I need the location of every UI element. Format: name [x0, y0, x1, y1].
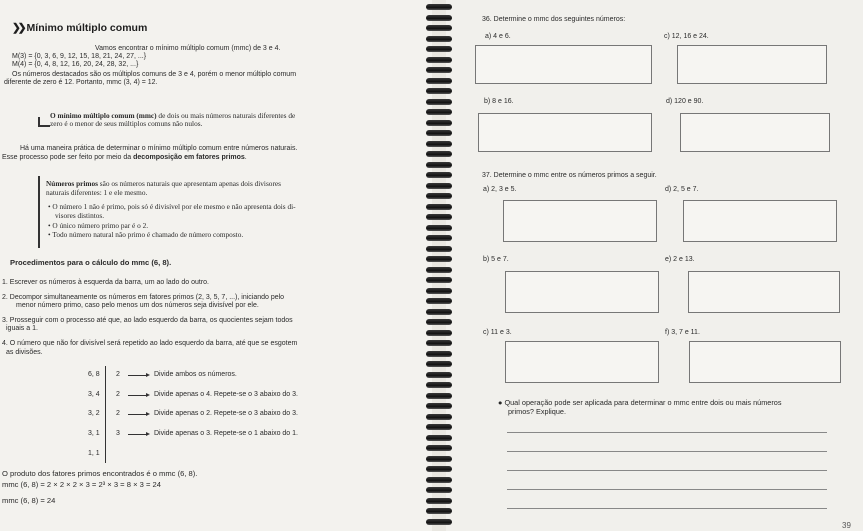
spiral-coil: [426, 372, 452, 378]
conclusion-result: mmc (6, 8) = 24: [2, 496, 56, 505]
procedure-step: 3. Prosseguir com o processo até que, ao lado esquerdo da barra, os quocientes sejam todos: [2, 317, 293, 324]
question-item: b) 5 e 7.: [483, 256, 509, 263]
spiral-coil: [426, 351, 452, 357]
answer-line[interactable]: [507, 508, 827, 509]
spiral-coil: [426, 235, 452, 241]
spiral-coil: [426, 445, 452, 451]
spiral-coil: [426, 393, 452, 399]
spiral-coil: [426, 25, 452, 31]
spiral-coil: [426, 99, 452, 105]
answer-line[interactable]: [507, 451, 827, 452]
intro-line: Vamos encontrar o mínimo múltiplo comum (mmc) de 3 e 4.: [95, 45, 281, 52]
spiral-coil: [426, 15, 452, 21]
primes-definition: naturais diferentes: 1 e ele mesmo.: [46, 188, 148, 197]
answer-line[interactable]: [507, 432, 827, 433]
answer-box-36c[interactable]: [677, 45, 827, 84]
section-title: ❯❯ Mínimo múltiplo comum: [12, 22, 148, 34]
table-row-note: Divide apenas o 2. Repete-se o 3 abaixo do 3.: [154, 410, 298, 417]
question-item: c) 11 e 3.: [483, 329, 512, 336]
table-row-divisor: 2: [116, 410, 120, 417]
table-row-divisor: 2: [116, 371, 120, 378]
question-item: a) 4 e 6.: [485, 33, 511, 40]
answer-box-37d[interactable]: [683, 200, 837, 242]
conclusion-formula: mmc (6, 8) = 2 × 2 × 2 × 3 = 2³ × 3 = 8 × 3 = 24: [2, 480, 161, 489]
procedure-step: iguais a 1.: [6, 325, 38, 332]
answer-line[interactable]: [507, 489, 827, 490]
spiral-coil: [426, 120, 452, 126]
spiral-coil: [426, 78, 452, 84]
table-row-divisor: 2: [116, 391, 120, 398]
procedure-step: 4. O número que não for divisível será repetido ao lado esquerdo da barra, até que se esgotem: [2, 340, 298, 347]
procedure-title: Procedimentos para o cálculo do mmc (6, 8).: [10, 258, 172, 267]
multiples-of-3: M(3) = {0, 3, 6, 9, 12, 15, 18, 21, 24, 27, ...}: [12, 53, 147, 60]
answer-box-37b[interactable]: [505, 271, 659, 313]
table-row-left: 3, 2: [88, 410, 100, 417]
definition-text: zero é o menor de seus múltiplos comuns não nulos.: [50, 119, 203, 128]
spiral-coil: [426, 162, 452, 168]
spiral-coil: [426, 277, 452, 283]
spiral-coil: [426, 508, 452, 514]
intro-line: Os números destacados são os múltiplos comuns de 3 e 4, porém o menor múltiplo comum: [12, 71, 297, 78]
answer-line[interactable]: [507, 470, 827, 471]
bullet-icon: ●: [498, 398, 503, 407]
spiral-coil: [426, 256, 452, 262]
spiral-coil: [426, 141, 452, 147]
list-item: visores distintos.: [55, 211, 105, 220]
spiral-coil: [426, 382, 452, 388]
table-row-note: Divide apenas o 3. Repete-se o 1 abaixo do 1.: [154, 430, 298, 437]
multiples-of-4: M(4) = {0, 4, 8, 12, 16, 20, 24, 28, 32, ...}: [12, 61, 139, 68]
table-row-left: 1, 1: [88, 450, 100, 457]
question-item: f) 3, 7 e 11.: [665, 329, 700, 336]
division-bar: [105, 366, 106, 463]
primes-bar: [38, 176, 40, 248]
intro-conclusion: diferente de zero é 12. Portanto, mmc (3, 4) = 12.: [4, 79, 158, 86]
spiral-coil: [426, 319, 452, 325]
procedure-step: 1. Escrever os números à esquerda da barra, um ao lado do outro.: [2, 279, 210, 286]
spiral-coil: [426, 109, 452, 115]
procedure-step: as divisões.: [6, 349, 43, 356]
spiral-binding: [424, 0, 452, 531]
answer-box-37f[interactable]: [689, 341, 841, 383]
spiral-coil: [426, 361, 452, 367]
spiral-coil: [426, 435, 452, 441]
spiral-coil: [426, 424, 452, 430]
answer-box-37e[interactable]: [688, 271, 840, 313]
spiral-coil: [426, 57, 452, 63]
question-item: d) 2, 5 e 7.: [665, 186, 699, 193]
question-38: primos? Explique.: [508, 407, 566, 416]
procedure-step: 2. Decompor simultaneamente os números em fatores primos (2, 3, 5, 7, ...), iniciando pelo: [2, 294, 285, 301]
spiral-coil: [426, 225, 452, 231]
answer-box-36b[interactable]: [478, 113, 652, 152]
answer-box-37a[interactable]: [503, 200, 657, 242]
question-item: a) 2, 3 e 5.: [483, 186, 517, 193]
spiral-coil: [426, 214, 452, 220]
spiral-coil: [426, 130, 452, 136]
spiral-coil: [426, 67, 452, 73]
question-item: c) 12, 16 e 24.: [664, 33, 709, 40]
spiral-coil: [426, 403, 452, 409]
arrow-icon: [128, 434, 148, 435]
table-row-left: 6, 8: [88, 371, 100, 378]
spiral-coil: [426, 193, 452, 199]
list-item: • Todo número natural não primo é chamado de número composto.: [48, 230, 244, 239]
arrow-icon: [128, 414, 148, 415]
question-item: d) 120 e 90.: [666, 98, 704, 105]
spiral-coil: [426, 204, 452, 210]
spiral-coil: [426, 288, 452, 294]
question-item: b) 8 e 16.: [484, 98, 514, 105]
spiral-coil: [426, 340, 452, 346]
spiral-coil: [426, 46, 452, 52]
arrow-icon: [128, 375, 148, 376]
spiral-coil: [426, 183, 452, 189]
spiral-coil: [426, 246, 452, 252]
spiral-coil: [426, 519, 452, 525]
question-38: ● Qual operação pode ser aplicada para determinar o mmc entre dois ou mais números: [498, 398, 782, 407]
spiral-coil: [426, 309, 452, 315]
table-row-divisor: 3: [116, 430, 120, 437]
spiral-coil: [426, 487, 452, 493]
table-row-note: Divide apenas o 4. Repete-se o 3 abaixo do 3.: [154, 391, 298, 398]
conclusion-text: O produto dos fatores primos encontrados é o mmc (6, 8).: [2, 469, 198, 478]
list-item: • O número 1 não é primo, pois só é divisível por ele mesmo e não apresenta dois di-: [48, 202, 296, 211]
page-number: 39: [842, 521, 851, 530]
spiral-coil: [426, 36, 452, 42]
double-chevron-icon: ❯❯: [12, 22, 24, 34]
arrow-icon: [128, 395, 148, 396]
primes-definition: Números primos são os números naturais que apresentam apenas dois divisores: [46, 179, 281, 188]
answer-box-37c[interactable]: [505, 341, 659, 383]
spiral-coil: [426, 456, 452, 462]
spiral-coil: [426, 4, 452, 10]
spiral-coil: [426, 414, 452, 420]
question-36: 36. Determine o mmc dos seguintes números:: [482, 16, 626, 23]
table-row-note: Divide ambos os números.: [154, 371, 237, 378]
spiral-coil: [426, 466, 452, 472]
question-item: e) 2 e 13.: [665, 256, 695, 263]
spiral-coil: [426, 330, 452, 336]
procedure-step: menor número primo, caso pelo menos um dos números seja divisível por ele.: [16, 302, 259, 309]
answer-box-36d[interactable]: [680, 113, 830, 152]
spiral-coil: [426, 172, 452, 178]
method-text: Esse processo pode ser feito por meio da decomposição em fatores primos.: [2, 154, 247, 161]
spiral-coil: [426, 298, 452, 304]
definition-text: O mínimo múltiplo comum (mmc) de dois ou mais números naturais diferentes de: [50, 111, 296, 120]
question-37: 37. Determine o mmc entre os números primos a seguir.: [482, 172, 657, 179]
table-row-left: 3, 4: [88, 391, 100, 398]
spiral-coil: [426, 267, 452, 273]
spiral-coil: [426, 477, 452, 483]
table-row-left: 3, 1: [88, 430, 100, 437]
spiral-coil: [426, 498, 452, 504]
spiral-coil: [426, 88, 452, 94]
spiral-coil: [426, 151, 452, 157]
method-text: Há uma maneira prática de determinar o mínimo múltiplo comum entre números naturais.: [20, 145, 298, 152]
answer-box-36a[interactable]: [475, 45, 652, 84]
list-item: • O único número primo par é o 2.: [48, 221, 149, 230]
